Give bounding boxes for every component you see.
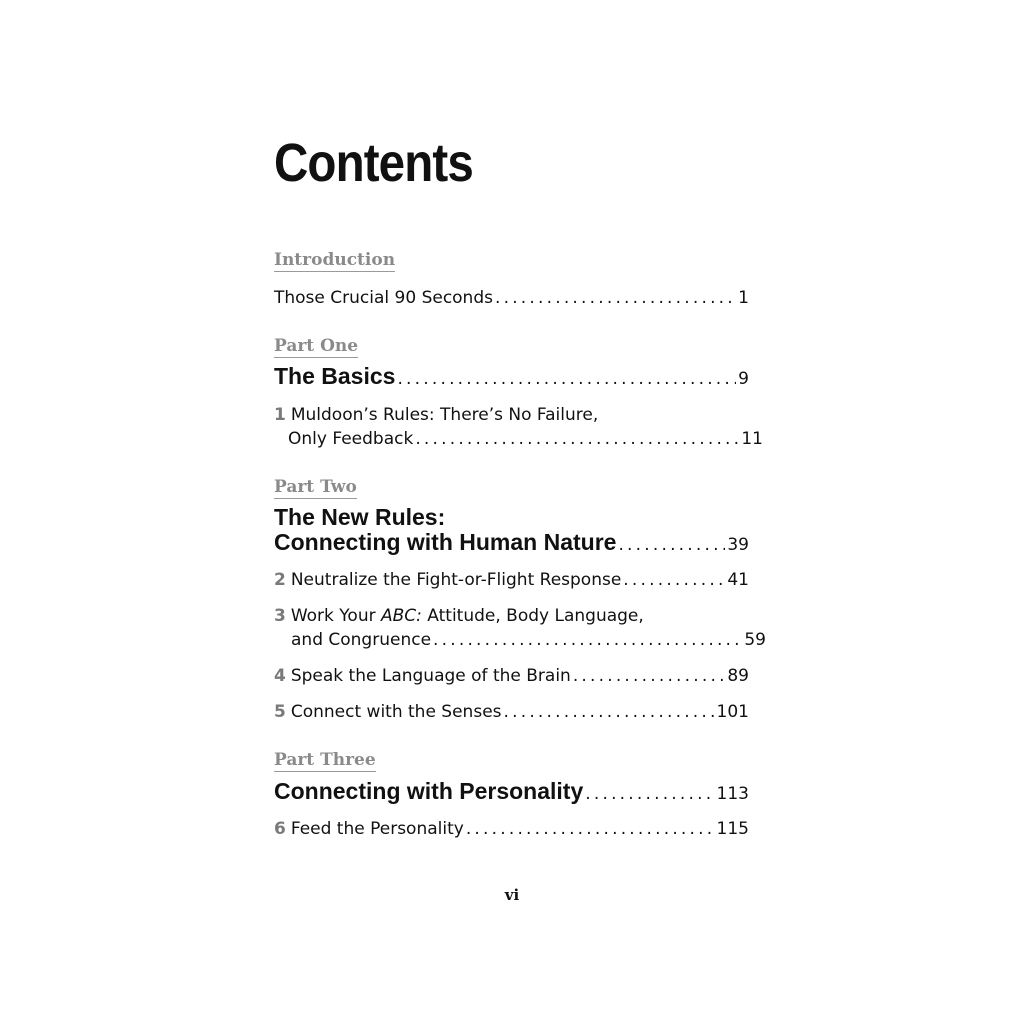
entry-title: Those Crucial 90 Seconds <box>274 288 493 308</box>
dot-leader <box>585 782 714 807</box>
part-title-text-continued: Connecting with Human Nature <box>274 529 617 555</box>
toc-entry-chapter-4[interactable] <box>274 664 749 688</box>
section-label-part-one: Part One <box>274 336 359 356</box>
part-title-new-rules[interactable] <box>274 505 749 558</box>
entry-title: Feed the Personality <box>290 819 464 839</box>
page-number: 115 <box>716 819 749 839</box>
toc-entry-chapter-3[interactable] <box>274 604 766 652</box>
toc-entry-chapter-5[interactable] <box>274 700 749 724</box>
page-number: 89 <box>727 666 749 686</box>
dot-leader <box>495 286 736 310</box>
chapter-number: 1 <box>274 405 286 425</box>
dot-leader <box>618 533 725 558</box>
section-label-part-two: Part Two <box>274 477 357 497</box>
dot-leader <box>466 817 715 841</box>
toc-entry-chapter-1[interactable] <box>274 403 763 451</box>
page-folio: vi <box>504 886 520 904</box>
toc-entry-chapter-6[interactable] <box>274 817 749 841</box>
entry-title-italic: ABC: <box>381 606 422 626</box>
section-label-part-three: Part Three <box>274 750 376 770</box>
page-number: 101 <box>716 702 749 722</box>
chapter-number: 4 <box>274 666 286 686</box>
page-number: 41 <box>727 570 749 590</box>
page-number: 39 <box>727 535 749 555</box>
part-title-the-basics[interactable] <box>274 364 749 392</box>
page-number: 113 <box>716 784 749 804</box>
dot-leader <box>504 700 715 724</box>
entry-title-continued: and Congruence <box>291 630 432 650</box>
dot-leader <box>433 628 742 652</box>
chapter-number: 5 <box>274 702 286 722</box>
toc-entry-introduction[interactable] <box>274 286 749 310</box>
part-title-text: The Basics <box>274 363 396 389</box>
page-title: Contents <box>274 133 473 193</box>
page-number: 1 <box>738 288 749 308</box>
entry-title-suffix: Attitude, Body Language, <box>421 606 644 626</box>
dot-leader <box>397 367 736 392</box>
page-number: 9 <box>738 369 749 389</box>
dot-leader <box>573 664 726 688</box>
dot-leader <box>415 427 739 451</box>
part-title-text: The New Rules: <box>274 504 446 530</box>
toc-entry-chapter-2[interactable] <box>274 568 749 592</box>
chapter-number: 3 <box>274 606 286 626</box>
entry-title-continued: Only Feedback <box>288 429 414 449</box>
entry-title-prefix: Work Your <box>290 606 381 626</box>
part-title-connecting-with-personality[interactable] <box>274 779 749 807</box>
section-label-introduction: Introduction <box>274 250 396 270</box>
page-number: 59 <box>744 630 766 650</box>
page-number: 11 <box>741 429 763 449</box>
entry-title: Neutralize the Fight-or-Flight Response <box>290 570 622 590</box>
entry-title: Muldoon’s Rules: There’s No Failure, <box>290 405 599 425</box>
chapter-number: 2 <box>274 570 286 590</box>
dot-leader <box>623 568 725 592</box>
chapter-number: 6 <box>274 819 286 839</box>
part-title-text: Connecting with Personality <box>274 778 584 804</box>
entry-title: Speak the Language of the Brain <box>290 666 571 686</box>
entry-title: Connect with the Senses <box>290 702 502 722</box>
